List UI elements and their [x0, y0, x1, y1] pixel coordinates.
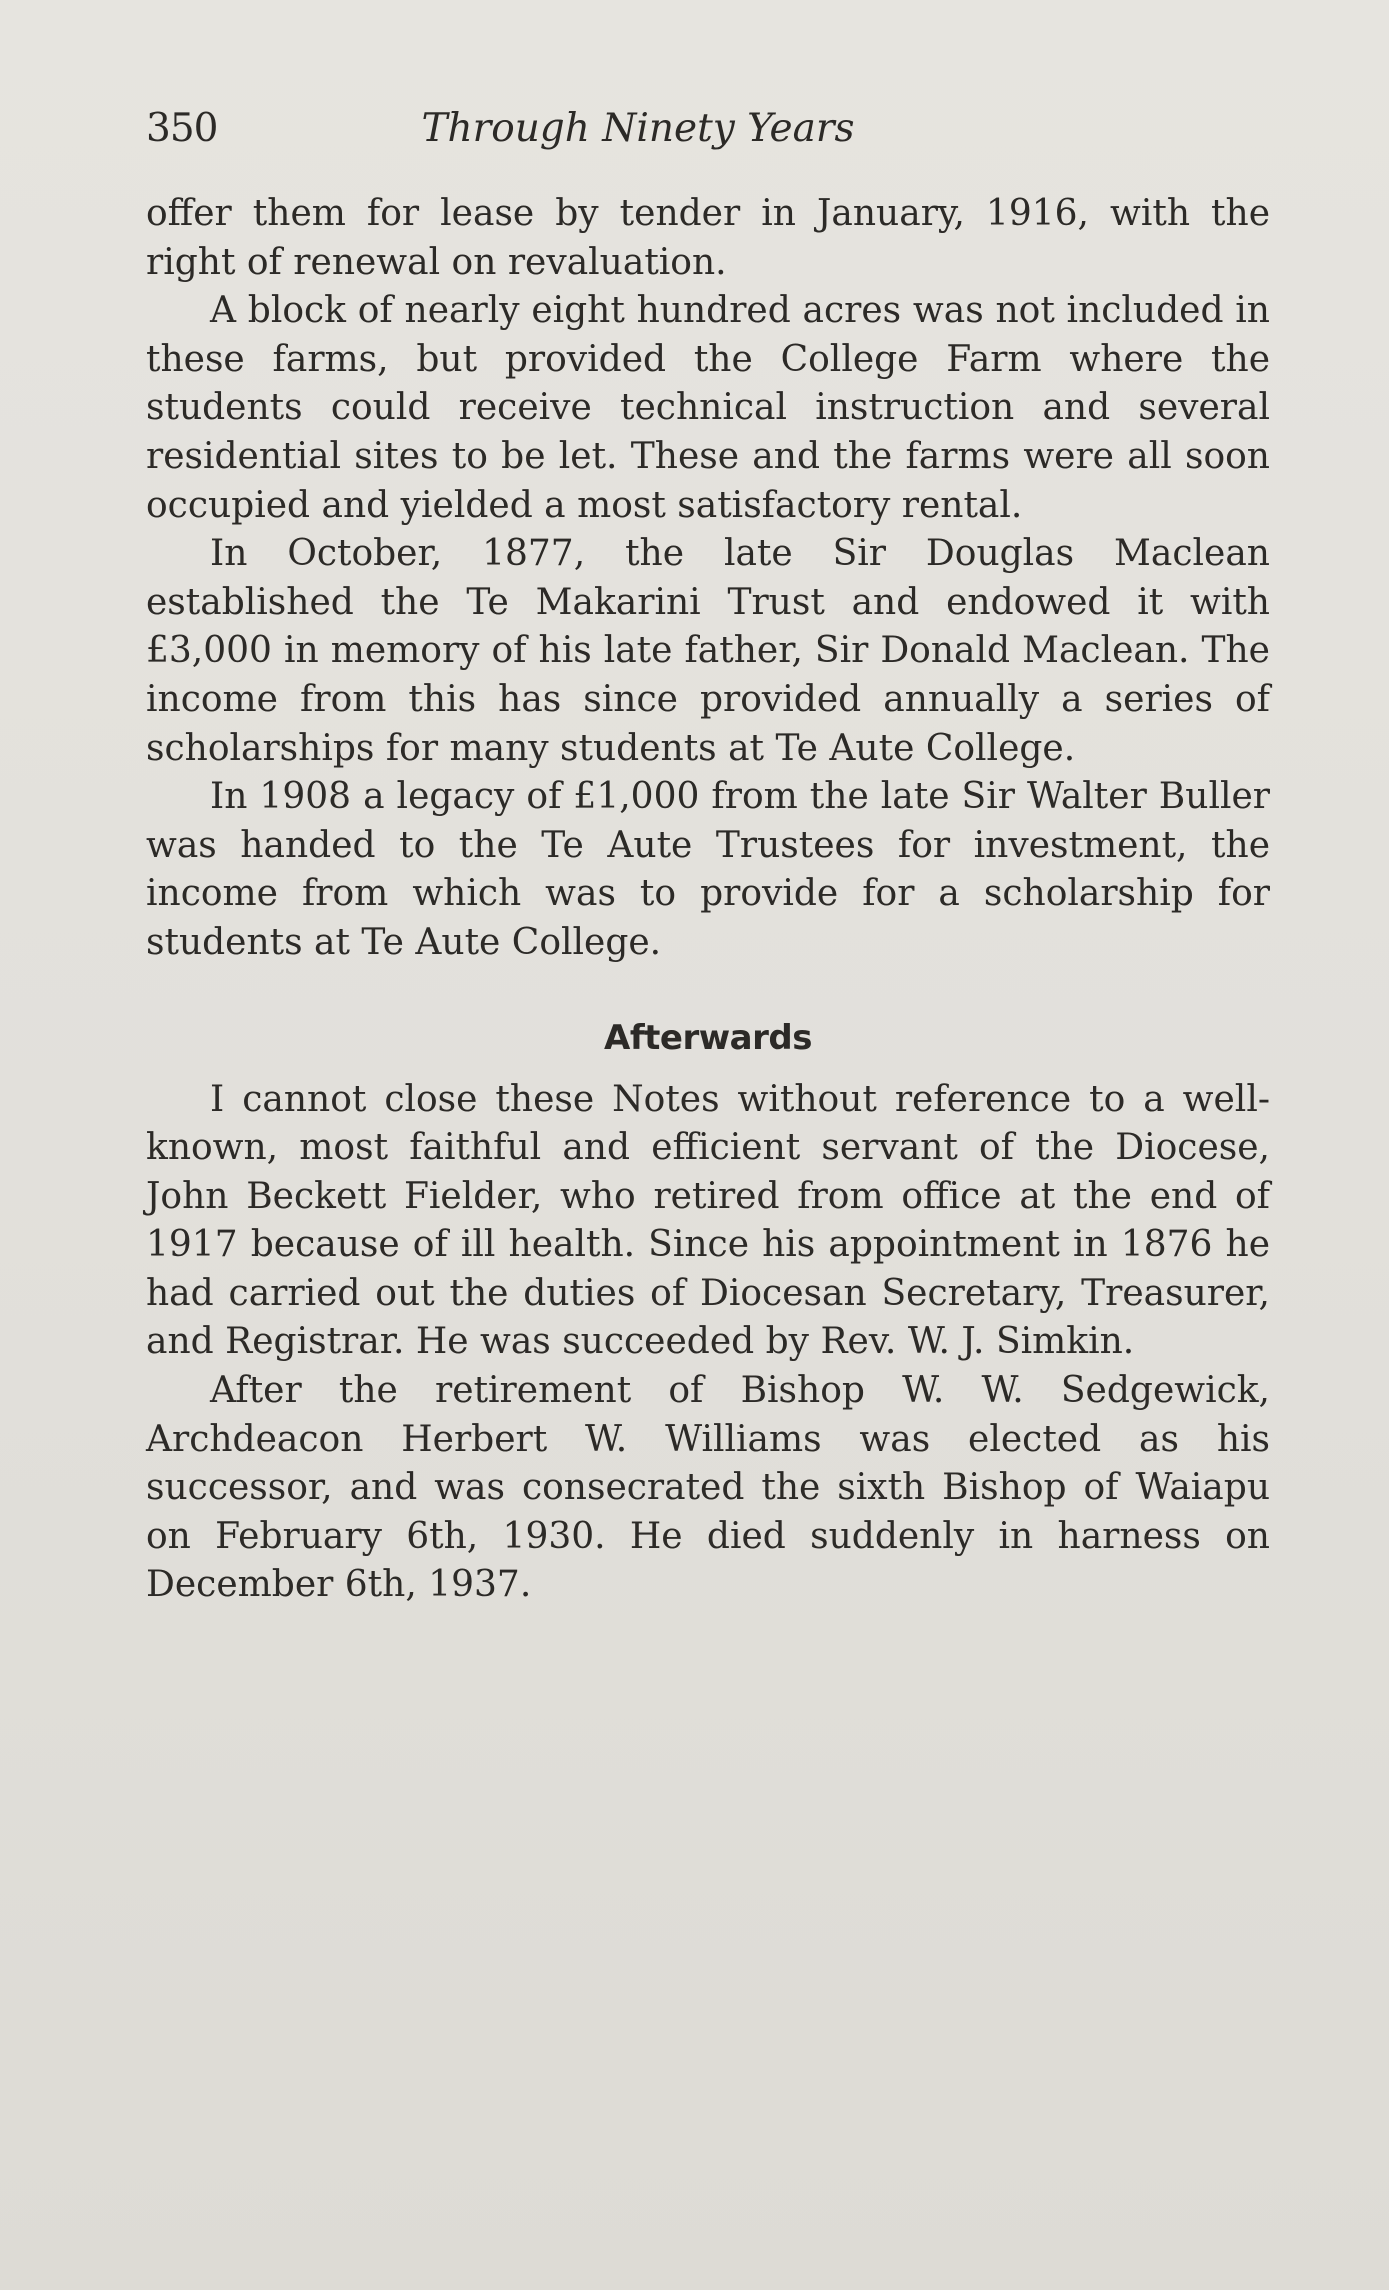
body-text — [146, 190, 1270, 1610]
paragraph: In 1908 a legacy of £1,000 from the late Sir Walter Buller was handed to the Te Aute Trustees for investment, the income from which was to provide for a scholarship for students at Te Aute College. — [146, 776, 1270, 963]
paragraph: I cannot close these Notes without reference to a well-known, most faithful and efficient servant of the Diocese, John Beckett Fielder, who retired from office at the end of 1917 because of ill health. Since his appointment in 1876 he had carried out the duties of Diocesan Secretary, Treasurer, and Registrar. He was succeeded by Rev. W. J. Simkin. — [146, 1078, 1270, 1363]
running-title: Through Ninety Years — [421, 106, 855, 151]
section-heading: Afterwards — [604, 1017, 812, 1058]
paragraph: In October, 1877, the late Sir Douglas Maclean established the Te Makarini Trust and endowed it with £3,000 in memory of his late father, Sir Donald Maclean. The income from this has since provided annually a series of scholarships for many students at Te Aute College. — [146, 533, 1270, 769]
paragraph: A block of nearly eight hundred acres was not included in these farms, but provided the College Farm where the students could receive technical instruction and several residential sites to be let. These and the farms were all soon occupied and yielded a most satisfactory rental. — [146, 290, 1270, 526]
page-number: 350 — [146, 106, 218, 151]
paragraph: offer them for lease by tender in January, 1916, with the right of renewal on revaluation. — [146, 193, 1270, 283]
paragraph: After the retirement of Bishop W. W. Sedgewick, Archdeacon Herbert W. Williams was elected as his successor, and was consecrated the sixth Bishop of Waiapu on February 6th, 1930. He died suddenly in harness on December 6th, 1937. — [146, 1370, 1270, 1606]
page-header — [146, 106, 1270, 166]
